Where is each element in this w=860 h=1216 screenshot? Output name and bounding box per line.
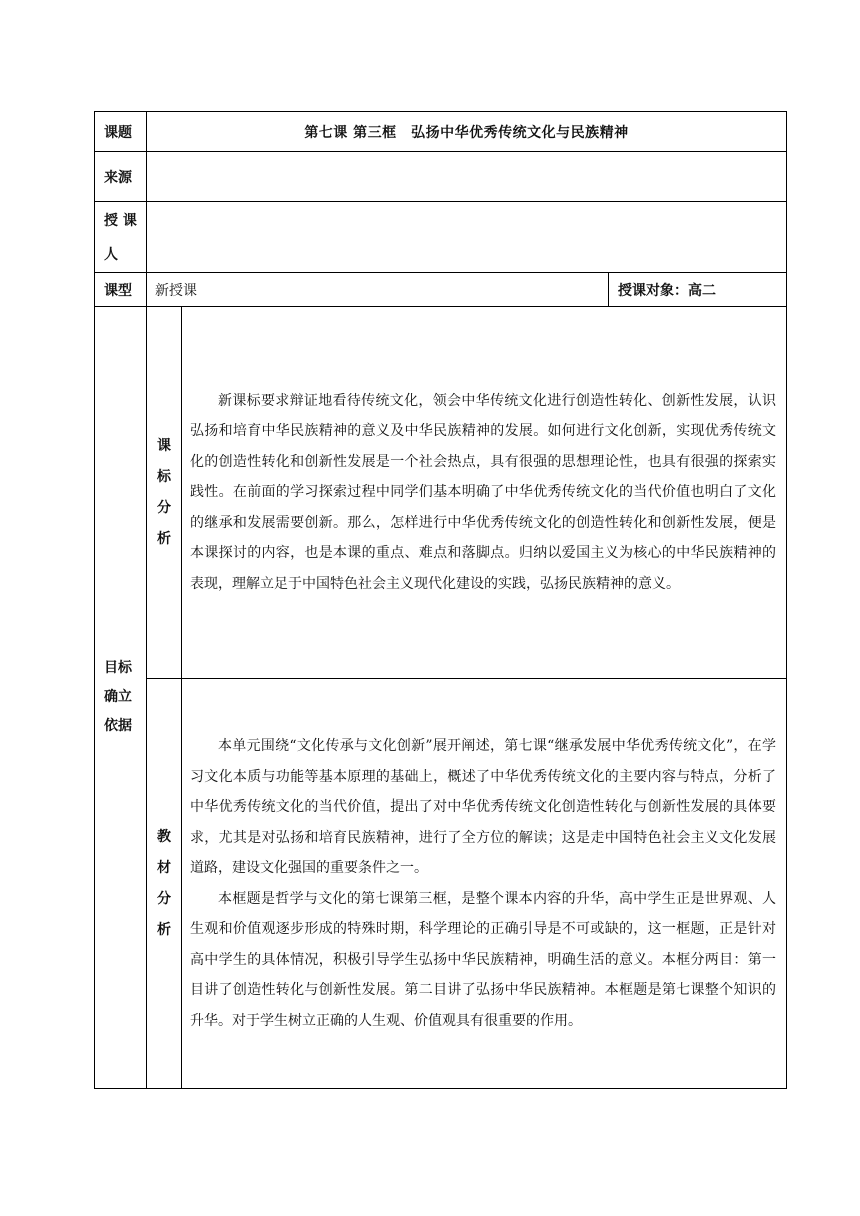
curriculum-row (95, 307, 787, 679)
textbook-label-char-1: 教 (157, 828, 171, 845)
textbook-paragraph-1: 本单元围绕“文化传承与文化创新”展开阐述，第七课“继承发展中华优秀传统文化”，在学习文化本质与功能等基本原理的基础上，概述了中华优秀传统文化的主要内容与特点，分析了中华优秀传统文化的当代价值，提出了对中华优秀传统文化创造性转化与创新性发展的具体要求，尤其是对弘扬和培育民族精神，进行了全方位的解读；这是走中国特色社会主义文化发展道路，建设文化强国的重要条件之一。 (190, 738, 777, 876)
curriculum-label-char-3: 分 (157, 499, 171, 516)
lecturer-label: 授 课 人 (95, 202, 147, 273)
lecturer-row (95, 202, 787, 273)
topic-value: 第七课 第三框 弘扬中华优秀传统文化与民族精神 (147, 112, 787, 152)
curriculum-paragraph: 新课标要求辩证地看待传统文化，领会中华传统文化进行创造性转化、创新性发展，认识弘扬和培育中华民族精神的意义及中华民族精神的发展。如何进行文化创新，实现优秀传统文化的创造性转化和创新性发展是一个社会热点，具有很强的思想理论性，也具有很强的探索实践性。在前面的学习探索过程中同学们基本明确了中华优秀传统文化的当代价值也明白了文化的继承和发展需要创新。那么，怎样进行中华优秀传统文化的创造性转化和创新性发展，便是本课探讨的内容，也是本课的重点、难点和落脚点。归纳以爱国主义为核心的中华民族精神的表现，理解立足于中国特色社会主义现代化建设的实践，弘扬民族精神的意义。 (190, 392, 777, 592)
topic-row (95, 112, 787, 152)
type-row (95, 273, 787, 307)
goal-label-line-3: 依据 (104, 718, 132, 734)
topic-label: 课题 (95, 112, 147, 152)
source-row (95, 152, 787, 202)
type-label: 课型 (95, 273, 147, 307)
textbook-label-char-4: 析 (157, 921, 171, 938)
textbook-analysis-label (147, 679, 182, 1089)
source-label: 来源 (95, 152, 147, 202)
goal-label-line-1: 目标 (104, 660, 132, 676)
curriculum-label-char-2: 标 (157, 468, 171, 485)
textbook-row (95, 679, 787, 1089)
textbook-analysis-text (182, 679, 787, 1089)
curriculum-label-char-1: 课 (157, 437, 171, 454)
type-value: 新授课 (147, 273, 609, 307)
textbook-label-char-3: 分 (157, 890, 171, 907)
lesson-plan-table (94, 111, 787, 1089)
textbook-paragraph-2: 本框题是哲学与文化的第七课第三框，是整个课本内容的升华，高中学生正是世界观、人生观和价值观逐步形成的特殊时期，科学理论的正确引导是不可或缺的，这一框题，正是针对高中学生的具体情况，积极引导学生弘扬中华民族精神，明确生活的意义。本框分两目：第一目讲了创造性转化与创新性发展。第二目讲了弘扬中华民族精神。本框题是第七课整个知识的升华。对于学生树立正确的人生观、价值观具有很重要的作用。 (190, 890, 777, 1029)
textbook-label-char-2: 材 (157, 859, 171, 876)
goal-label-line-2: 确立 (104, 689, 132, 705)
lecturer-value (147, 202, 787, 273)
source-value (147, 152, 787, 202)
audience-value: 授课对象：高二 (609, 273, 787, 307)
curriculum-analysis-label (147, 307, 182, 679)
curriculum-label-char-4: 析 (157, 530, 171, 547)
goal-basis-label (95, 307, 147, 1089)
curriculum-analysis-text (182, 307, 787, 679)
